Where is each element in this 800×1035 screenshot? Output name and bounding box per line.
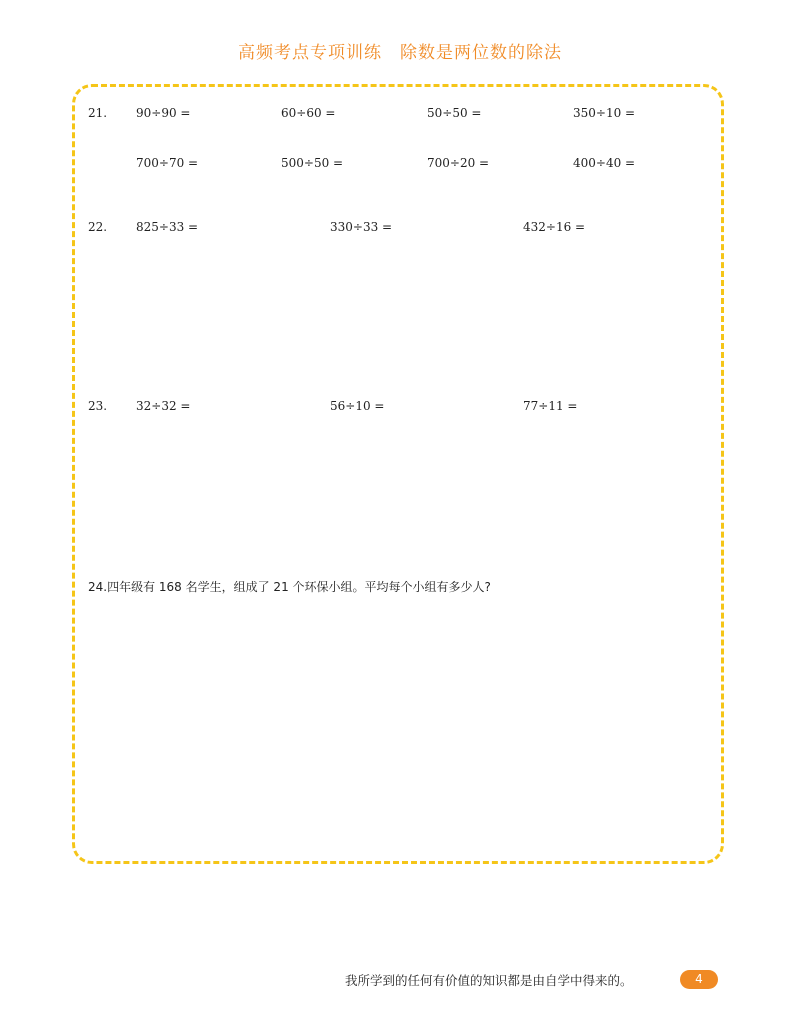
problem: 500÷50 = xyxy=(281,156,344,170)
problem: 60÷60 = xyxy=(281,106,336,120)
question-22-number: 22. xyxy=(88,220,108,234)
problem: 32÷32 = xyxy=(136,399,191,413)
page-title: 高频考点专项训练 除数是两位数的除法 xyxy=(238,43,562,63)
problem: 700÷70 = xyxy=(136,156,199,170)
problem: 77÷11 = xyxy=(523,399,578,413)
problem: 432÷16 = xyxy=(523,220,586,234)
problem: 50÷50 = xyxy=(427,106,482,120)
question-24-text: 24.四年级有 168 名学生，组成了 21 个环保小组。平均每个小组有多少人? xyxy=(88,580,491,594)
exercise-frame xyxy=(72,84,724,864)
problem: 825÷33 = xyxy=(136,220,199,234)
problem: 400÷40 = xyxy=(573,156,636,170)
problem: 700÷20 = xyxy=(427,156,490,170)
page-number-badge: 4 xyxy=(680,970,718,989)
problem: 90÷90 = xyxy=(136,106,191,120)
footer-motto: 我所学到的任何有价值的知识都是由自学中得来的。 xyxy=(345,973,633,988)
problem: 330÷33 = xyxy=(330,220,393,234)
problem: 56÷10 = xyxy=(330,399,385,413)
question-21-number: 21. xyxy=(88,106,108,120)
question-23-number: 23. xyxy=(88,399,108,413)
problem: 350÷10 = xyxy=(573,106,636,120)
